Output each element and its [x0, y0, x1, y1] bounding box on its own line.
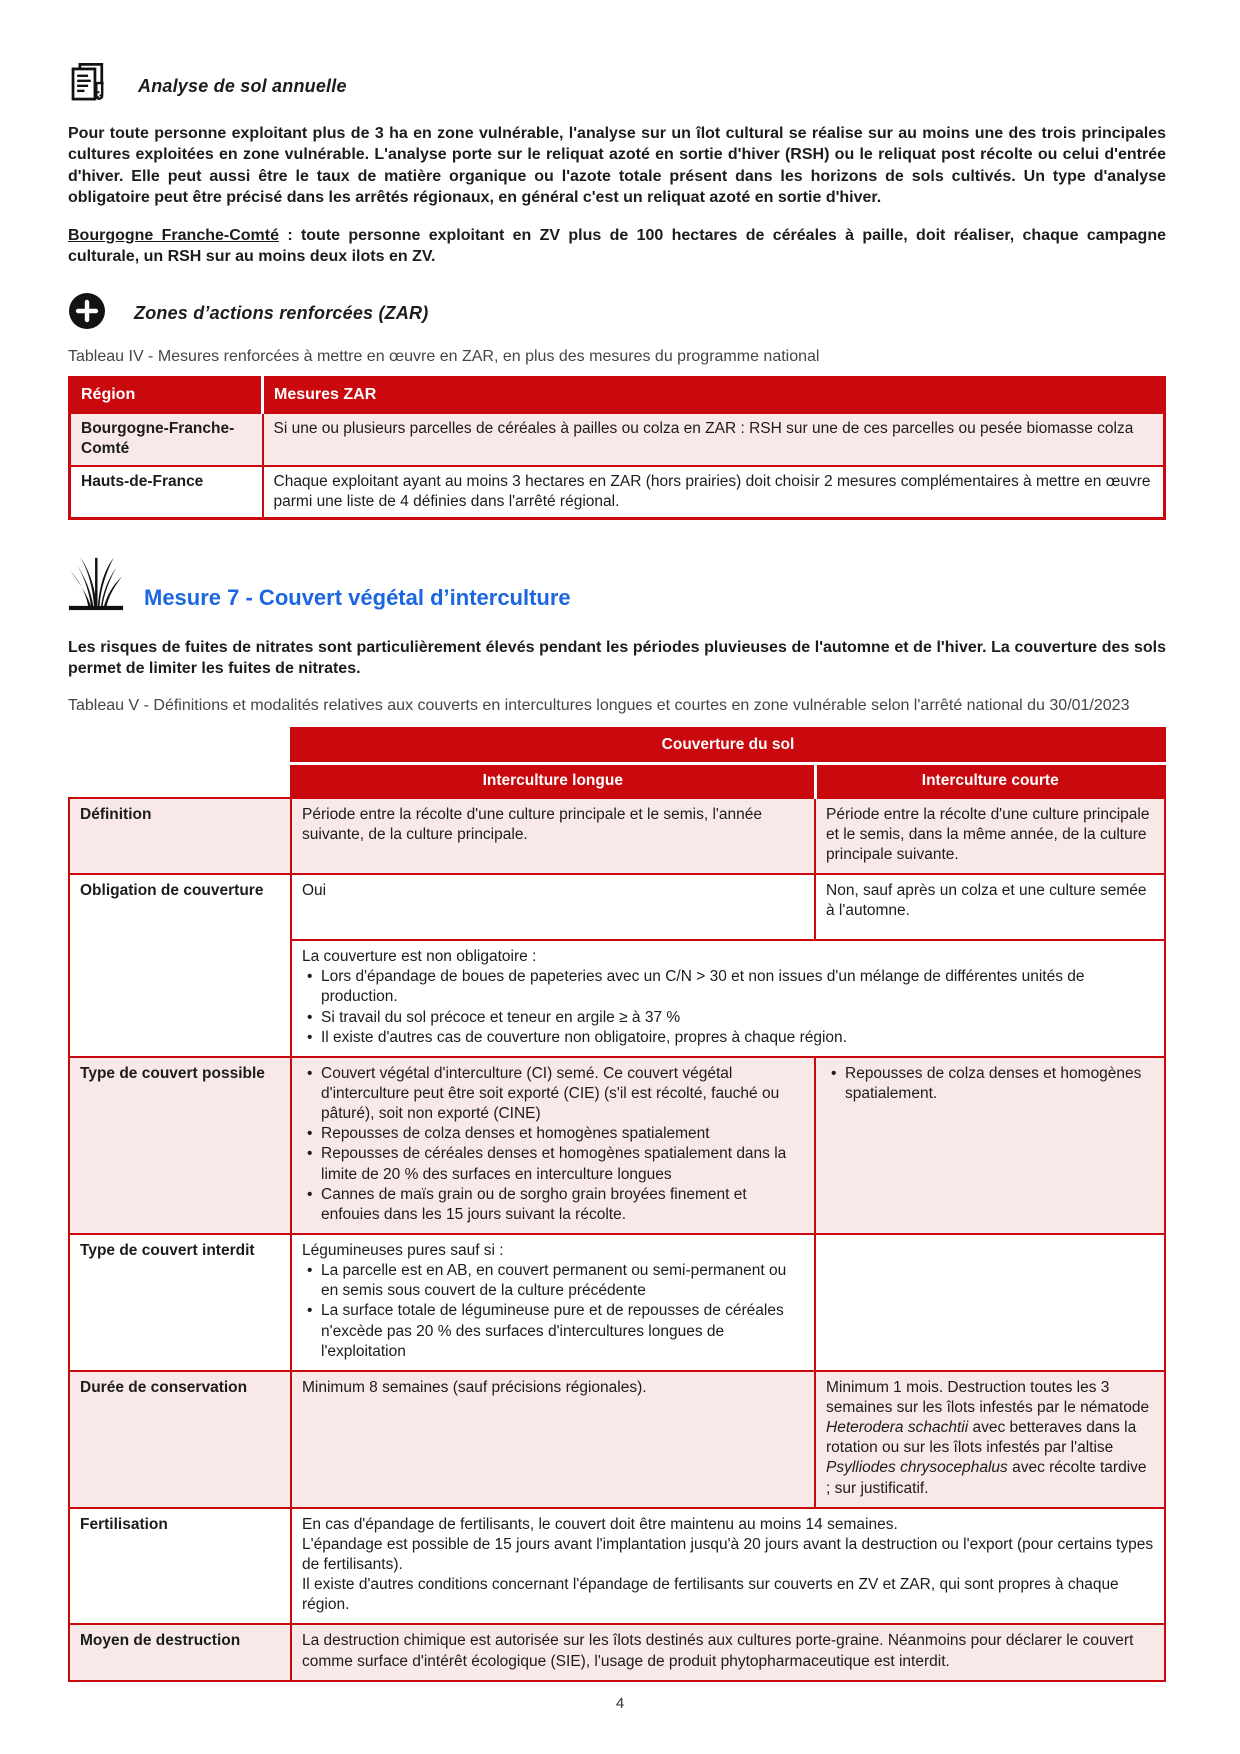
tableau5-caption: Tableau V - Définitions et modalités relatives aux couverts en intercultures longues et courtes en zone vulnérable selon l'arrêté national du 30/01/2023: [68, 696, 1130, 714]
tableau4-col-mesures: Mesures ZAR: [263, 378, 1165, 413]
table-row-couvert-possible: [69, 1057, 1165, 1234]
duree-longue-cell: Minimum 8 semaines (sauf précisions régionales).: [291, 1371, 815, 1508]
duree-label: Durée de conservation: [69, 1371, 291, 1508]
list-item: • Il existe d'autres cas de couverture non obligatoire, propres à chaque région.: [302, 1028, 1154, 1048]
tableau5-col-longue: Interculture longue: [291, 763, 815, 798]
tableau4-mesure-cell: Chaque exploitant ayant au moins 3 hectares en ZAR (hors prairies) doit choisir 2 mesures complémentaires à mettre en œuvre parmi une liste de 4 définies dans l'arrêté régional.: [263, 466, 1165, 519]
duree-courte-text: Minimum 1 mois. Destruction toutes les 3 semaines sur les îlots infestés par le nématode: [826, 1378, 1150, 1416]
interdit-intro: Légumineuses pures sauf si :: [302, 1241, 504, 1259]
table-row: [70, 413, 1165, 465]
table-row-couvert-interdit: [69, 1234, 1165, 1371]
obligation-label: Obligation de couverture: [69, 874, 291, 1057]
tableau5-subheader-row: [69, 763, 1165, 798]
bfc-paragraph: [68, 225, 1166, 268]
tableau4-region-cell: Bourgogne-Franche-Comté: [70, 413, 263, 465]
duree-courte-text: avec betteraves dans la rotation ou sur les îlots infestés par l'altise: [826, 1419, 1137, 1457]
table-row: [70, 466, 1165, 519]
page-number: 4: [615, 1695, 625, 1712]
list-item: • La surface totale de légumineuse pure et de repousses de céréales n'excède pas 20 % des surfaces d'intercultures longues de l'exploitation: [302, 1301, 804, 1361]
tableau4-region-cell: Hauts-de-France: [70, 466, 263, 519]
section-analyse-title: Analyse de sol annuelle: [138, 76, 347, 96]
table-row-destruction: [69, 1624, 1165, 1680]
tableau-5: [68, 727, 1166, 1681]
possible-longue-cell: [291, 1057, 815, 1234]
grass-icon: [68, 554, 124, 617]
tableau5-top-header-row: [69, 728, 1165, 763]
destruction-label: Moyen de destruction: [69, 1624, 291, 1680]
tableau4-mesure-cell: Si une ou plusieurs parcelles de céréales à pailles ou colza en ZAR : RSH sur une de ces parcelles ou pesée biomasse colza: [263, 413, 1165, 465]
list-item: • Cannes de maïs grain ou de sorgho grain broyées finement et enfouies dans les 15 jours suivant la récolte.: [302, 1185, 804, 1225]
mesure7-paragraph: Les risques de fuites de nitrates sont particulièrement élevés pendant les périodes pluvieuses de l'automne et de l'hiver. La couverture des sols permet de limiter les fuites de nitrates.: [68, 638, 1166, 678]
possible-label: Type de couvert possible: [69, 1057, 291, 1234]
list-item: • Repousses de colza denses et homogènes spatialement: [302, 1124, 804, 1144]
tableau5-ghost-cell: [69, 728, 291, 763]
definition-longue-cell: Période entre la récolte d'une culture principale et le semis, l'année suivante, de la culture principale.: [291, 798, 815, 874]
table-row-definition: [69, 798, 1165, 874]
list-item: • Repousses de colza denses et homogènes spatialement.: [826, 1064, 1154, 1104]
section-zar-header: [68, 292, 1166, 335]
tableau4-col-region: Région: [70, 378, 263, 413]
soil-analysis-icon: [68, 62, 110, 111]
list-item: • Repousses de céréales denses et homogènes spatialement dans la limite de 20 % des surfaces en interculture longues: [302, 1144, 804, 1184]
list-item: • Couvert végétal d'interculture (CI) semé. Ce couvert végétal d'interculture peut être soit exporté (CIE) (s'il est récolté, fauché ou pâturé), soit non exporté (CINE): [302, 1064, 804, 1124]
obligation-courte-cell: Non, sauf après un colza et une culture semée à l'automne.: [815, 874, 1165, 940]
bfc-region-lead: Bourgogne Franche-Comté: [68, 226, 279, 244]
plus-icon: [68, 292, 106, 335]
tableau5-ghost-cell: [69, 763, 291, 798]
definition-courte-cell: Période entre la récolte d'une culture principale et le semis, dans la même année, de la culture principale suivante.: [815, 798, 1165, 874]
fertilisation-line: L'épandage est possible de 15 jours avant l'implantation jusqu'à 20 jours avant la destruction ou l'export (pour certains types de fertilisants).: [302, 1535, 1154, 1573]
fertilisation-line: En cas d'épandage de fertilisants, le couvert doit être maintenu au moins 14 semaines.: [302, 1515, 898, 1533]
duree-courte-cell: [815, 1371, 1165, 1508]
exceptions-intro: La couverture est non obligatoire :: [302, 948, 537, 966]
tableau-4: [68, 376, 1166, 519]
analyse-paragraph: Pour toute personne exploitant plus de 3 ha en zone vulnérable, l'analyse sur un îlot cultural se réalise sur au moins une des trois principales cultures exploitées en zone vulnérable. L'analyse porte sur le reliquat azoté en sortie d'hiver (RSH) ou le reliquat post récolte ou celui d'entrée d'hiver. Elle peut aussi être le taux de matière organique ou l'azote totale présent dans les horizons de sols cultivés. Un type d'analyse obligatoire peut être précisé dans les arrêtés régionaux, en général c'est un reliquat azoté en sortie d'hiver.: [68, 125, 1166, 207]
fertilisation-line: Il existe d'autres conditions concernant l'épandage de fertilisants sur couverts en ZV et ZAR, qui sont propres à chaque région.: [302, 1576, 1119, 1614]
tableau5-header-couverture: Couverture du sol: [291, 728, 1165, 763]
fertilisation-cell: [291, 1508, 1165, 1625]
tableau4-caption: Tableau IV - Mesures renforcées à mettre en œuvre en ZAR, en plus des mesures du programme national: [68, 347, 820, 365]
table-row-obligation: [69, 874, 1165, 940]
mesure7-header: [68, 554, 1166, 617]
section-zar-title: Zones d’actions renforcées (ZAR): [134, 302, 429, 323]
mesure7-title: Mesure 7 - Couvert végétal d’interculture: [144, 584, 571, 610]
species-name: Psylliodes chrysocephalus: [826, 1459, 1008, 1477]
obligation-longue-cell: Oui: [291, 874, 815, 940]
list-item: • Lors d'épandage de boues de papeteries avec un C/N > 30 et non issues d'un mélange de différentes unités de production.: [302, 967, 1154, 1007]
interdit-courte-cell: [815, 1234, 1165, 1371]
obligation-exceptions-cell: [291, 940, 1165, 1057]
species-name: Heterodera schachtii: [826, 1419, 969, 1437]
table-row-fertilisation: [69, 1508, 1165, 1625]
fertilisation-label: Fertilisation: [69, 1508, 291, 1625]
definition-label: Définition: [69, 798, 291, 874]
list-item: • Si travail du sol précoce et teneur en argile ≥ à 37 %: [302, 1008, 1154, 1028]
interdit-longue-cell: [291, 1234, 815, 1371]
possible-courte-cell: [815, 1057, 1165, 1234]
duree-courte-text: avec récolte tardive ; sur justificatif.: [826, 1459, 1147, 1497]
table-row-duree: [69, 1371, 1165, 1508]
tableau5-col-courte: Interculture courte: [815, 763, 1165, 798]
destruction-cell: La destruction chimique est autorisée sur les îlots destinés aux cultures porte-graine. Néanmoins pour déclarer le couvert comme surface d'intérêt écologique (SIE), l'usage de produit phytopharmaceutique est interdit.: [291, 1624, 1165, 1680]
tableau4-header-row: [70, 378, 1165, 413]
section-analyse-header: [68, 62, 1166, 111]
list-item: • La parcelle est en AB, en couvert permanent ou semi-permanent ou en semis sous couvert de la culture précédente: [302, 1261, 804, 1301]
interdit-label: Type de couvert interdit: [69, 1234, 291, 1371]
bfc-paragraph-text: : toute personne exploitant en ZV plus de 100 hectares de céréales à paille, doit réaliser, chaque campagne culturale, un RSH sur au moins deux ilots en ZV.: [68, 226, 1166, 266]
